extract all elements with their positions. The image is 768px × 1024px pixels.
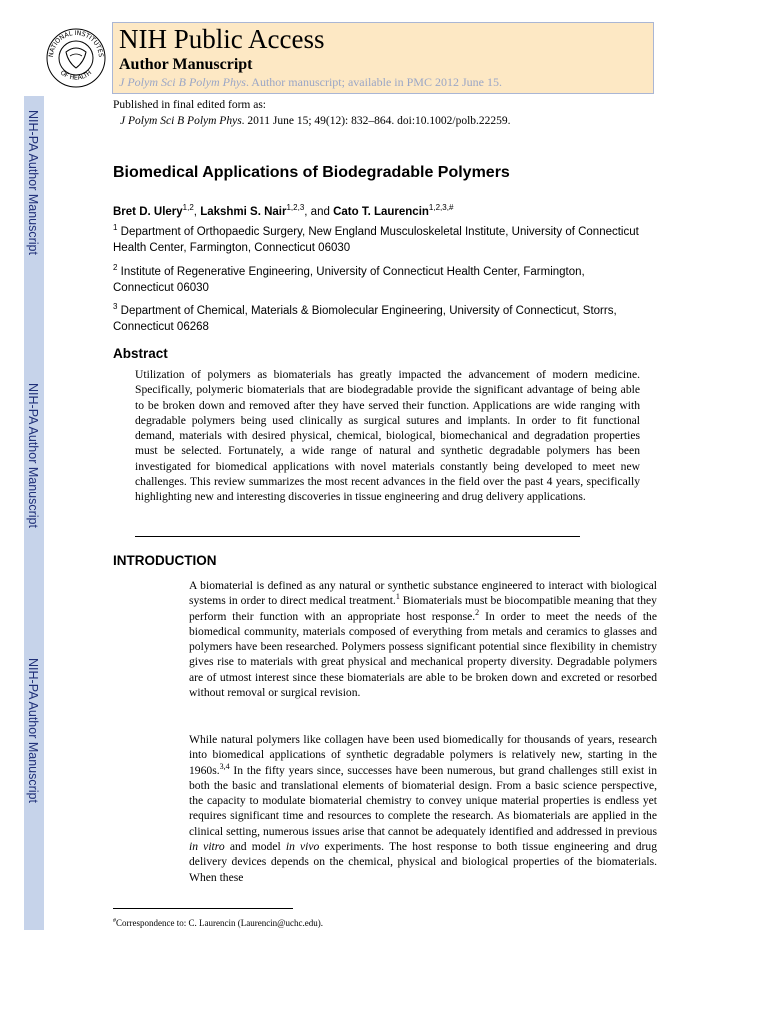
citation-ref: 3,4	[219, 761, 230, 771]
side-banner-label: NIH-PA Author Manuscript	[26, 658, 40, 803]
affiliation-text: Institute of Regenerative Engineering, University of Connecticut Health Center, Farmington, Connecticut 06030	[113, 265, 585, 294]
text-run: and model	[224, 840, 286, 854]
affiliation-text: Department of Orthopaedic Surgery, New England Musculoskeletal Institute, University of Connecticut Health Center, Farmington, Connecticut 06030	[113, 225, 639, 254]
published-in-label: Published in final edited form as:	[113, 99, 266, 111]
affiliation-number: 2	[113, 263, 118, 272]
author-affiliation-ref: 1,2,3	[286, 203, 305, 212]
logo-ring-text-top: NATIONAL INSTITUTES	[47, 29, 105, 58]
affiliation-number: 3	[113, 302, 118, 311]
footnote-divider	[113, 908, 293, 909]
abstract-text: Utilization of polymers as biomaterials has greatly impacted the advancement of modern medicine. Specifically, polymeric biomaterials that are biodegradable provide the significant advantage of being able to be broken down and removed after they have served their function. Applications are wide ranging with degradable polymers being used clinically as surgical sutures and implants. In order to fit functional demand, materials with desired physical, chemical, biological, biomechanical and degradation properties must be selected. Fortunately, a wide range of natural and synthetic degradable polymers has been investigated for biomedical applications with novel materials constantly being developed to meet new challenges. This review summarizes the most recent advances in the field over the past 4 years, specifically highlighting new and interesting discoveries in tissue engineering and drug delivery applications.	[135, 368, 640, 504]
publication-details: . 2011 June 15; 49(12): 832–864. doi:10.1002/polb.22259.	[241, 115, 511, 127]
header-title: NIH Public Access	[119, 24, 325, 54]
author-name: Bret D. Ulery	[113, 205, 183, 218]
author-separator: , and	[304, 205, 334, 218]
author-affiliation-ref: 1,2	[182, 203, 194, 212]
header-citation	[119, 74, 502, 90]
affiliation-text: Department of Chemical, Materials & Biomolecular Engineering, University of Connecticut, Storrs, Connecticut 06268	[113, 304, 617, 333]
footnote-text: Correspondence to: C. Laurencin (Laurencin@uchc.edu).	[116, 918, 323, 928]
italic-term: in vivo	[285, 840, 320, 854]
abstract-heading: Abstract	[113, 346, 168, 361]
italic-term: in vitro	[189, 840, 225, 854]
author-affiliation-ref: 1,2,3,#	[428, 203, 454, 212]
header-journal: J Polym Sci B Polym Phys	[119, 75, 246, 89]
header-subtitle: Author Manuscript	[119, 56, 253, 73]
text-run: In order to meet the needs of the biomedical community, materials composed of everything from metals and ceramics to glasses and polymers have been researched. Polymers possess significant potential since flexibility in chemistry gives rise to materials with great physical and mechanical property diversity. Degradable polymers are of utmost interest since these biomaterials are able to be broken down and excreted or resorbed without removal or surgical revision.	[189, 609, 657, 700]
text-run: experiments. The host response to both tissue engineering and drug delivery devices depends on the chemical, physical and biological properties of the biomaterials. When these	[189, 840, 657, 884]
text-run: In the fifty years since, successes have been numerous, but grand challenges still exist in both the basic and translational elements of biomaterial design. From a basic science perspective, the capacity to modulate biomaterial chemistry to convey unique material properties is endless yet requires significant time and resources to complete the research. As biomaterials are applied in the clinical setting, numerous issues arise that cannot be adequately identified and addressed in previous	[189, 763, 657, 838]
paper-title: Biomedical Applications of Biodegradable Polymers	[113, 164, 510, 181]
introduction-paragraph-1	[189, 578, 657, 700]
author-separator: ,	[193, 205, 201, 218]
affiliation	[113, 220, 643, 256]
citation-ref: 1	[395, 592, 400, 602]
side-banner-label: NIH-PA Author Manuscript	[26, 383, 40, 528]
text-run: While natural polymers like collagen have been used biomedically for thousands of years, research into biomedical applications of synthetic degradable polymers is relatively new, starting in the 1960s.	[189, 733, 657, 777]
text-run: Biomaterials must be biocompatible meaning that they perform their function with an appropriate host response.	[189, 594, 657, 623]
header-availability: . Author manuscript; available in PMC 2012 June 15.	[245, 75, 502, 89]
svg-text:NATIONAL INSTITUTES	[48, 30, 104, 58]
introduction-heading: INTRODUCTION	[113, 553, 217, 568]
logo-ring-text-bottom: OF HEALTH	[58, 69, 94, 82]
introduction-paragraph-2	[189, 732, 657, 885]
text-run: A biomaterial is defined as any natural or synthetic substance engineered to interact with biological systems in order to direct medical treatment.	[189, 579, 657, 608]
author-list	[113, 203, 453, 218]
footnote-mark: #	[113, 918, 116, 924]
side-banner-label: NIH-PA Author Manuscript	[26, 110, 40, 255]
affiliation	[113, 260, 643, 296]
affiliation-number: 1	[113, 223, 118, 232]
publication-journal: J Polym Sci B Polym Phys	[120, 115, 242, 127]
abstract-divider	[135, 536, 580, 537]
svg-text:OF HEALTH	[59, 69, 94, 81]
author-name: Lakshmi S. Nair	[200, 205, 287, 218]
citation-ref: 2	[475, 607, 480, 617]
nih-public-access-header	[112, 22, 654, 94]
affiliation	[113, 299, 643, 335]
correspondence-footnote	[113, 918, 323, 928]
publication-citation	[120, 114, 511, 128]
nih-logo-icon	[44, 16, 108, 96]
author-name: Cato T. Laurencin	[333, 205, 429, 218]
